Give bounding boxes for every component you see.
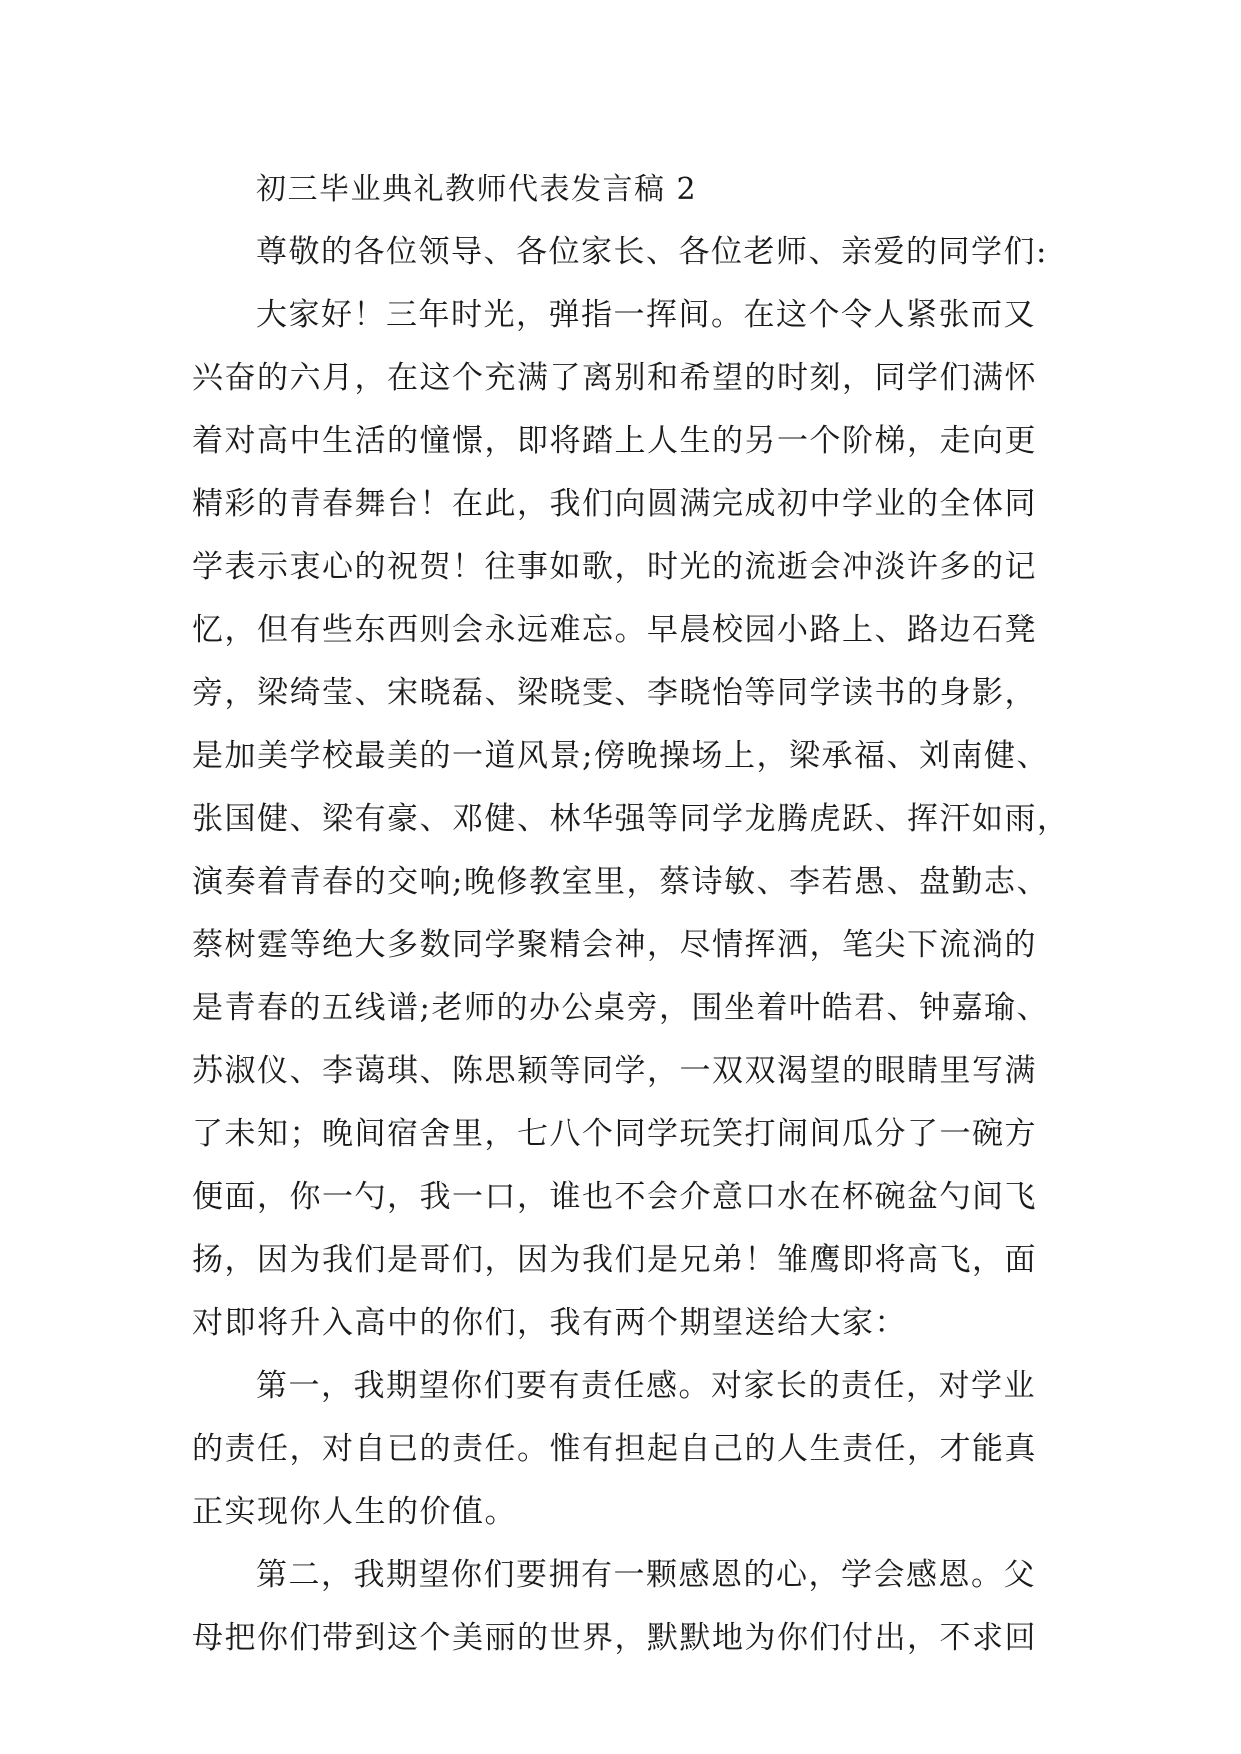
document-title: 初三毕业典礼教师代表发言稿 2 bbox=[256, 172, 698, 207]
paragraph-line: 对即将升入高中的你们，我有两个期望送给大家： bbox=[192, 1305, 907, 1341]
paragraph-line: 蔡树霆等绝大多数同学聚精会神，尽情挥洒，笔尖下流淌的 bbox=[192, 927, 1037, 963]
salutation: 尊敬的各位领导、各位家长、各位老师、亲爱的同学们: bbox=[256, 234, 1048, 270]
paragraph-3 bbox=[192, 1544, 1052, 1670]
paragraph-line: 张国健、梁有豪、邓健、林华强等同学龙腾虎跃、挥汗如雨， bbox=[192, 801, 1070, 837]
paragraph-line: 苏淑仪、李蔼琪、陈思颖等同学，一双双渴望的眼睛里写满 bbox=[192, 1053, 1037, 1089]
paragraph-line: 着对高中生活的憧憬，即将踏上人生的另一个阶梯，走向更 bbox=[192, 423, 1037, 459]
paragraph-line: 兴奋的六月，在这个充满了离别和希望的时刻，同学们满怀 bbox=[192, 360, 1037, 396]
paragraph-2 bbox=[192, 1355, 1052, 1544]
paragraph-line: 的责任，对自已的责任。惟有担起自己的人生责任，才能真 bbox=[192, 1431, 1037, 1467]
paragraph-line: 正实现你人生的价值。 bbox=[192, 1494, 517, 1530]
paragraph-line: 扬，因为我们是哥们，因为我们是兄弟！雏鹰即将高飞，面 bbox=[192, 1242, 1037, 1278]
paragraph-line: 大家好！三年时光，弹指一挥间。在这个令人紧张而又 bbox=[256, 297, 1036, 333]
paragraph-line: 是青春的五线谱;老师的办公桌旁，围坐着叶皓君、钟嘉瑜、 bbox=[192, 990, 1049, 1026]
paragraph-line: 母把你们带到这个美丽的世界，默默地为你们付出，不求回 bbox=[192, 1620, 1037, 1656]
paragraph-line: 便面，你一勺，我一口，谁也不会介意口水在杯碗盆勺间飞 bbox=[192, 1179, 1037, 1215]
paragraph-line: 学表示衷心的祝贺！往事如歌，时光的流逝会冲淡许多的记 bbox=[192, 549, 1037, 585]
paragraph-line: 第一，我期望你们要有责任感。对家长的责任，对学业 bbox=[256, 1368, 1036, 1404]
paragraph-line: 忆，但有些东西则会永远难忘。早晨校园小路上、路边石凳 bbox=[192, 612, 1037, 648]
paragraph-line: 旁，梁绮莹、宋晓磊、梁晓雯、李晓怡等同学读书的身影， bbox=[192, 675, 1037, 711]
document-body bbox=[192, 158, 1070, 1670]
paragraph-line: 是加美学校最美的一道风景;傍晚操场上，梁承福、刘南健、 bbox=[192, 738, 1049, 774]
paragraph-line: 了未知；晚间宿舍里，七八个同学玩笑打闹间瓜分了一碗方 bbox=[192, 1116, 1037, 1152]
paragraph-line: 演奏着青春的交响;晚修教室里，蔡诗敏、李若愚、盘勤志、 bbox=[192, 864, 1049, 900]
paragraph-1 bbox=[192, 284, 1070, 1355]
paragraph-line: 第二，我期望你们要拥有一颗感恩的心，学会感恩。父 bbox=[256, 1557, 1036, 1593]
paragraph-line: 精彩的青春舞台！在此，我们向圆满完成初中学业的全体同 bbox=[192, 486, 1037, 522]
